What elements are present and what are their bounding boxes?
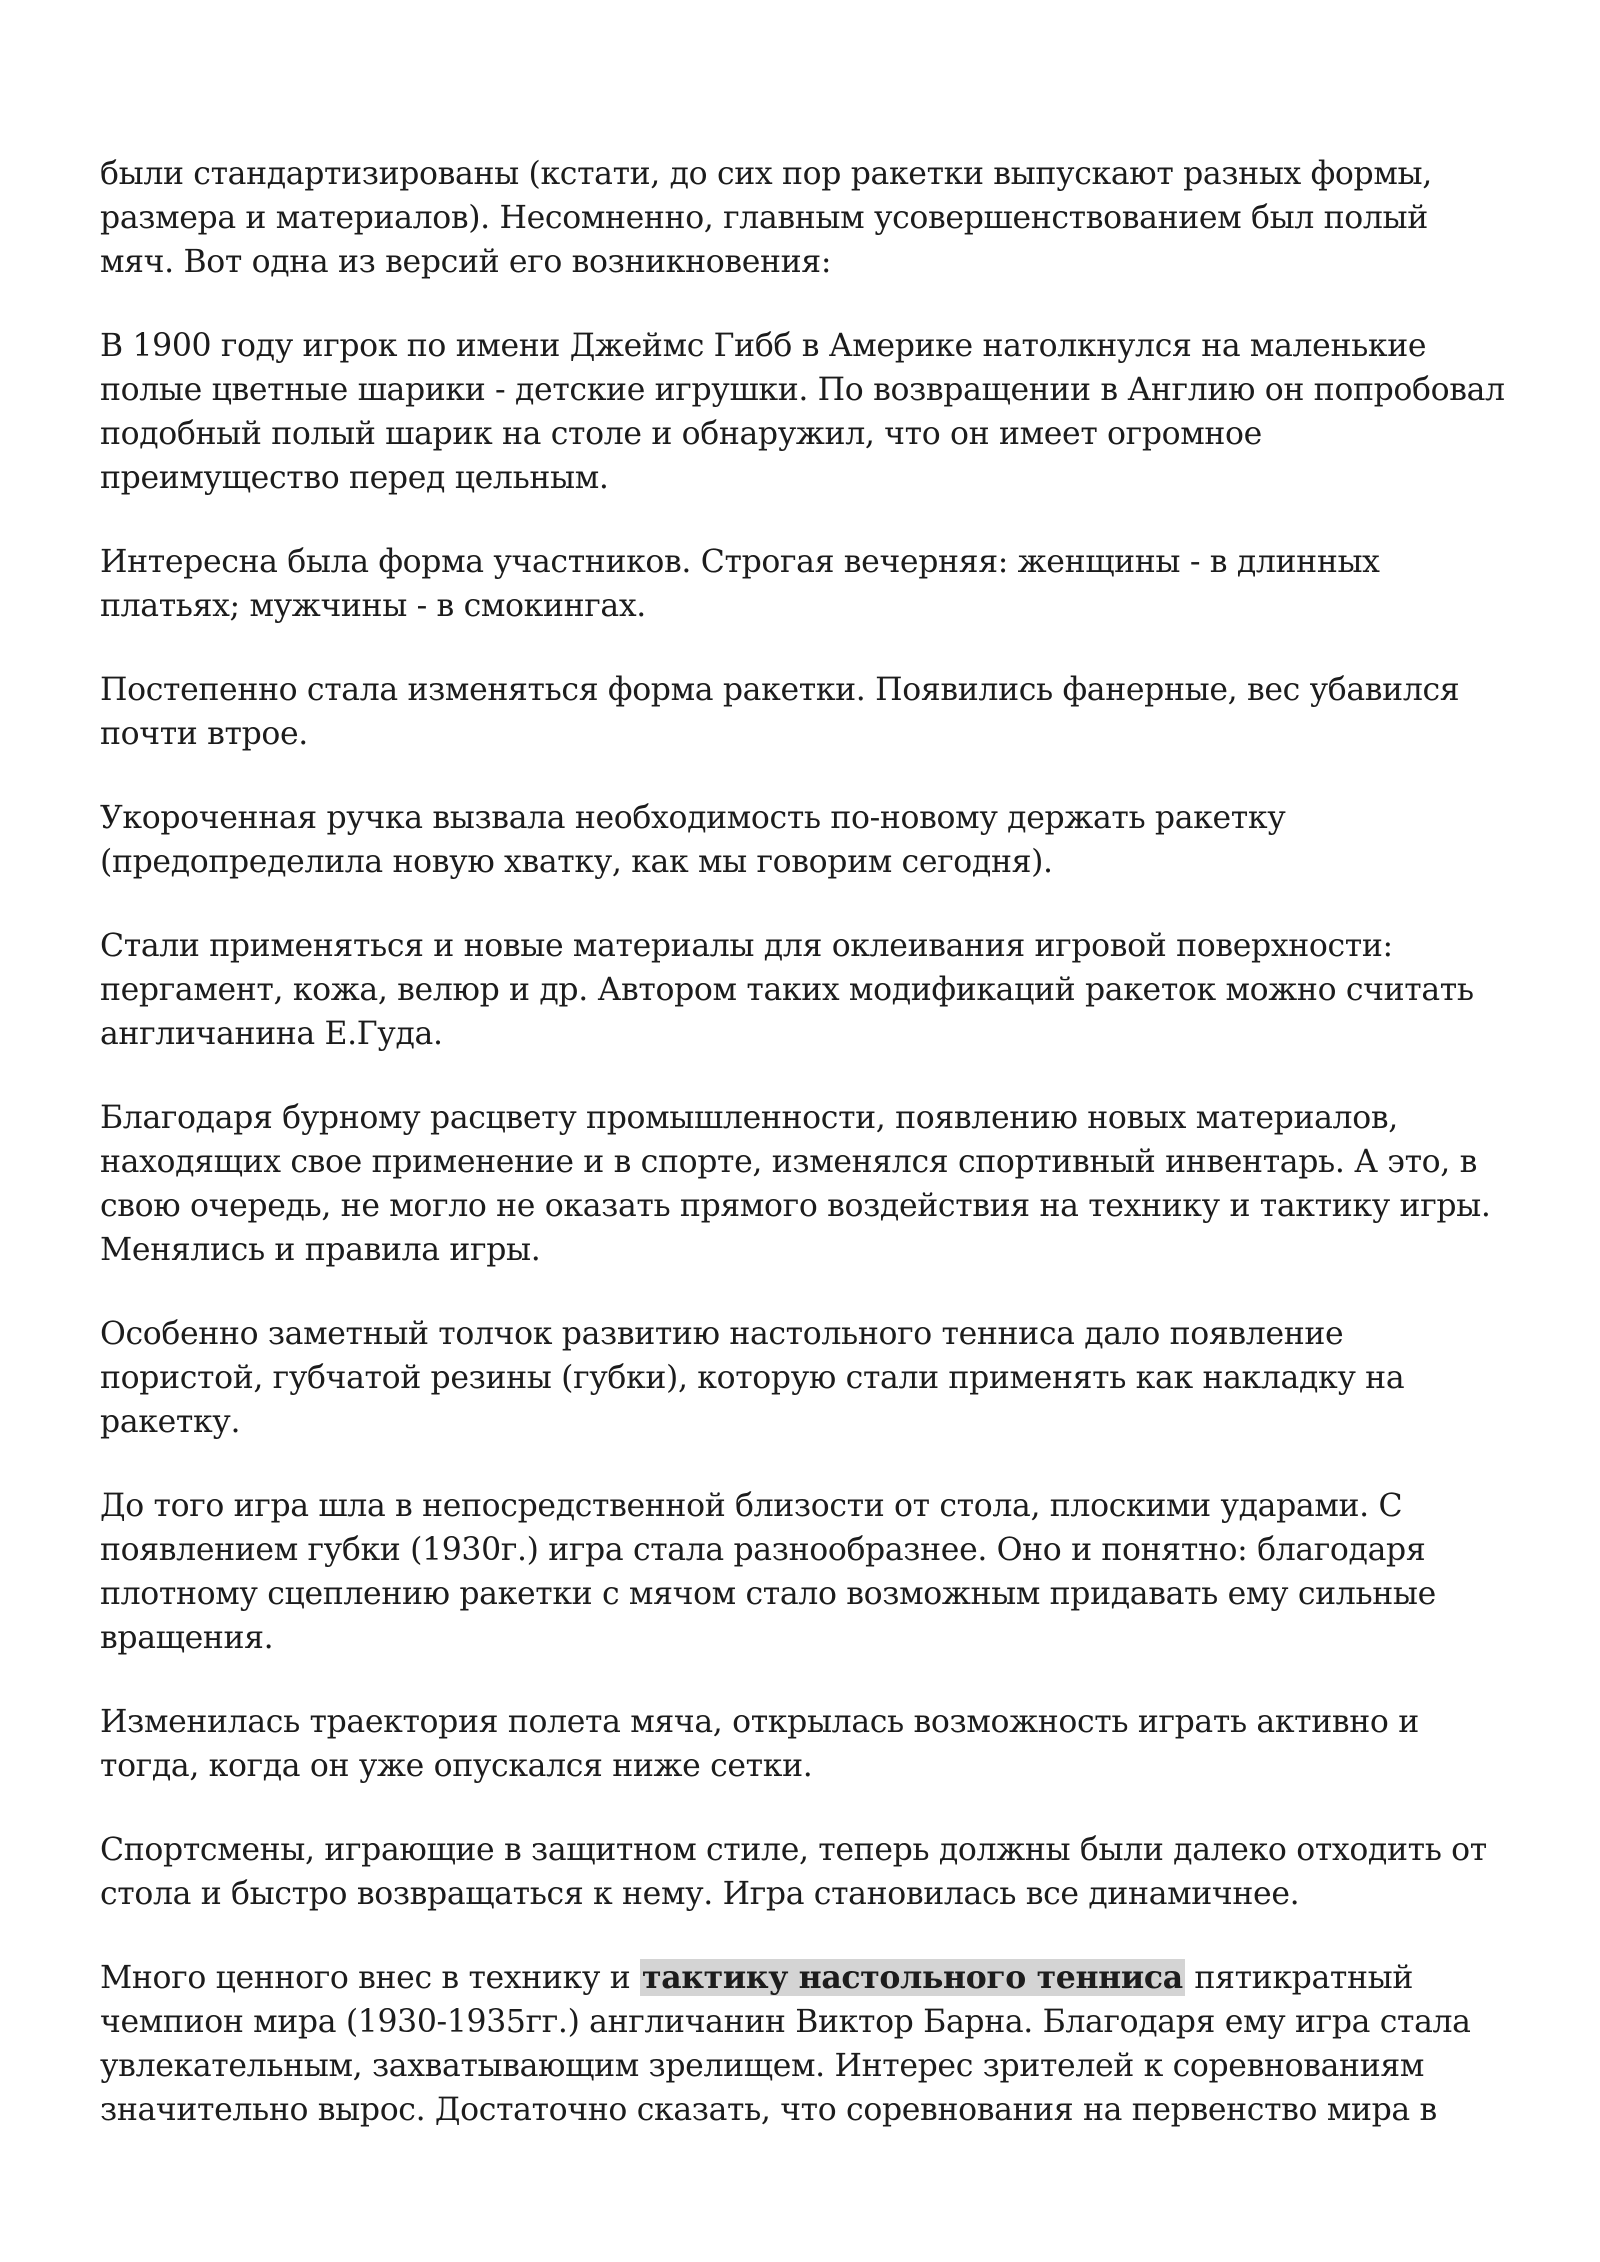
paragraph-5: Укороченная ручка вызвала необходимость по-новому держать ракетку (предопределила новую хватку, как мы говорим сегодня). bbox=[100, 800, 1286, 880]
paragraph-9: До того игра шла в непосредственной близости от стола, плоскими ударами. С появлением губки (1930г.) игра стала разнообразнее. Оно и понятно: благодаря плотному сцеплению ракетки с мячом стало возможным придавать ему сильные вращения. bbox=[100, 1488, 1436, 1656]
paragraph-12-text-before: Много ценного внес в технику и bbox=[100, 1960, 641, 1996]
paragraph-12-text-after: пятикратный чемпион мира (1930-1935гг.) англичанин Виктор Барна. Благодаря ему игра стала увлекательным, захватывающим зрелищем. Интерес зрителей к соревнованиям значительно вырос. Достаточно сказать, что соревнования на первенство мира в bbox=[100, 1960, 1471, 2128]
paragraph-6: Стали применяться и новые материалы для оклеивания игровой поверхности: пергамент, кожа, велюр и др. Автором таких модификаций ракеток можно считать англичанина Е.Гуда. bbox=[100, 928, 1474, 1052]
paragraph-11: Спортсмены, играющие в защитном стиле, теперь должны были далеко отходить от стола и быстро возвращаться к нему. Игра становилась все динамичнее. bbox=[100, 1832, 1487, 1912]
paragraph-3: Интересна была форма участников. Строгая вечерняя: женщины - в длинных платьях; мужчины - в смокингах. bbox=[100, 544, 1380, 624]
paragraph-4: Постепенно стала изменяться форма ракетки. Появились фанерные, вес убавился почти втрое. bbox=[100, 672, 1460, 752]
paragraph-7: Благодаря бурному расцвету промышленности, появлению новых материалов, находящих свое применение и в спорте, изменялся спортивный инвентарь. А это, в свою очередь, не могло не оказать прямого воздействия на технику и тактику игры. Менялись и правила игры. bbox=[100, 1100, 1491, 1268]
paragraph-12 bbox=[100, 1956, 1508, 2132]
paragraph-2: В 1900 году игрок по имени Джеймс Гибб в Америке натолкнулся на маленькие полые цветные шарики - детские игрушки. По возвращении в Англию он попробовал подобный полый шарик на столе и обнаружил, что он имеет огромное преимущество перед цельным. bbox=[100, 328, 1505, 496]
paragraph-10: Изменилась траектория полета мяча, открылась возможность играть активно и тогда, когда он уже опускался ниже сетки. bbox=[100, 1704, 1419, 1784]
paragraph-8: Особенно заметный толчок развитию настольного тенниса дало появление пористой, губчатой резины (губки), которую стали применять как накладку на ракетку. bbox=[100, 1316, 1405, 1440]
highlighted-phrase: тактику настольного тенниса bbox=[642, 1959, 1183, 1996]
paragraph-1: были стандартизированы (кстати, до сих пор ракетки выпускают разных формы, размера и материалов). Несомненно, главным усовершенствованием был полый мяч. Вот одна из версий его возникновения: bbox=[100, 156, 1432, 280]
